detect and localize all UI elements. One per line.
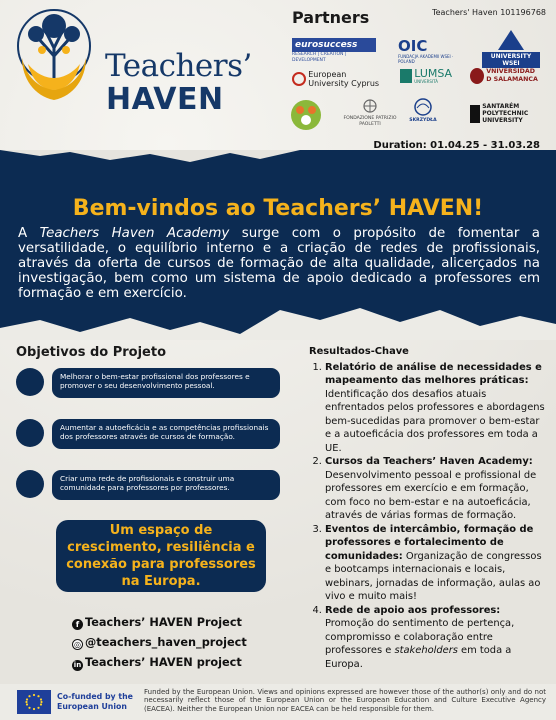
instagram-link[interactable] [72,636,247,650]
objectives-heading: Objetivos do Projeto [16,345,167,360]
linkedin-icon: in [73,661,82,669]
linkedin-link[interactable] [72,656,242,671]
partner-salamanca-logo [470,68,546,84]
result-item [325,523,545,604]
wsei-triangle-icon [498,30,524,50]
objective-bullet-icon [16,419,44,447]
objective-item [16,368,280,398]
partner-name: OIC [398,37,428,55]
objective-bullet-icon [16,470,44,498]
result-item [325,361,545,456]
project-duration: Duration: 01.04.25 - 31.03.28 [373,140,540,151]
family-figures-icon [288,98,324,132]
salamanca-seal-icon [470,68,484,84]
partner-skrzydla-logo [408,98,438,124]
facebook-handle: Teachers’ HAVEN Project [85,616,242,629]
linkedin-handle: Teachers’ HAVEN project [85,656,242,669]
brand-title-line1: Teachers’ [105,48,252,84]
intro-academy-name: Teachers Haven Academy [39,226,230,241]
partner-green-logo [288,98,324,132]
result-item [325,604,545,672]
objective-text: Criar uma rede de profissionais e construir uma comunidade para professores por professores. [52,470,280,500]
partner-eurosuccess-logo [292,38,376,64]
partner-euc-logo [292,70,392,88]
objective-item [16,470,280,500]
objective-item [16,419,280,449]
result-desc-pre: Promoção do sentimento de pertença, compromisso e colaboração entre professores e [325,618,515,656]
partner-name: LUMSA [414,67,453,80]
result-desc-post: em toda a Europa. [325,645,512,670]
partner-tagline: UNIVERSITÀ [414,79,438,84]
slogan-box: Um espaço de crescimento, resiliência e conexão para professores na Europa. [56,520,266,592]
partners-heading: Partners [292,8,370,27]
euc-mark-icon [292,72,306,86]
result-title: Rede de apoio aos professores: [325,604,501,616]
teachers-haven-logo [14,8,94,108]
instagram-handle: @teachers_haven_project [85,636,247,649]
results-section [309,345,545,671]
partner-name: FONDAZIONE PATRIZIO PAOLETTI [343,116,397,127]
partner-name: European University Cyprus [308,70,380,88]
partner-paoletti-logo [340,98,400,127]
eu-flag-icon [17,690,51,714]
lumsa-mark-icon [400,69,412,83]
result-item [325,455,545,523]
cofunded-label: Co-funded by the European Union [57,692,133,711]
partner-name: UNIVERSITY WSEI [482,52,540,68]
partner-name: VNIVERSIDAD D SALAMANCA [486,68,538,83]
facebook-link[interactable] [72,616,242,630]
partner-lumsa-logo [400,68,460,84]
result-title: Eventos de intercâmbio, formação de professores e fortalecimento de comunidades: [325,523,534,562]
objective-text: Aumentar a autoeficácia e as competências profissionais dos professores através de cursos de formação. [52,419,280,449]
welcome-heading: Bem-vindos ao Teachers’ HAVEN! [72,196,484,221]
result-desc: Identificação dos desafios atuais enfrentados pelos professores e abordagens bem-sucedidas para promover o bem-estar e a autoeficácia dos professores em toda a UE. [325,388,545,454]
result-desc: Desenvolvimento pessoal e profissional de professores em exercício e em formação, com foco no bem-estar e na autoeficácia, através de várias formas de formação. [325,469,537,521]
objective-bullet-icon [16,368,44,396]
objective-text: Melhorar o bem-estar profissional dos professores e promover o seu desenvolvimento pessoal. [52,368,280,398]
partner-name: eurosuccess [292,38,376,52]
skrzydla-wings-icon [413,98,433,116]
partner-oic-logo [398,38,468,64]
intro-lead: A [18,226,40,241]
brand-title-line2: HAVEN [106,82,224,117]
project-reference: Teachers' Haven 101196768 [432,8,546,17]
results-list [309,361,545,672]
results-heading: Resultados-Chave [309,346,409,357]
santarem-mark-icon [470,105,480,123]
result-title: Relatório de análise de necessidades e mapeamento das melhores práticas: [325,361,542,386]
facebook-icon: f [72,619,83,630]
disclaimer-text: Funded by the European Union. Views and opinions expressed are however those of the author(s) only and do not necessarily reflect those of the European Union or the European Education and Culture Executive Agency (EACEA). Neither the European Union nor EACEA can be held responsible for them. [144,688,546,713]
partner-tagline: RESEARCH | CREATION | DEVELOPMENT [292,52,347,63]
partner-tagline: FUNDACJA AKADEMII WSEI · POLAND [398,54,454,64]
result-desc: Organização de congressos e bootcamps internacionais e locais, webinars, jornadas de informação, aulas ao vivo e muito mais! [325,550,542,602]
result-title: Cursos da Teachers’ Haven Academy: [325,456,533,467]
intro-paragraph [18,226,540,301]
paoletti-mark-icon [361,98,379,114]
partner-name: SANTARÉM POLYTECHNIC UNIVERSITY [482,103,529,124]
partner-name: SKRZYDŁA [409,118,437,123]
partner-santarem-logo [470,103,546,124]
intro-rest: surge com o propósito de fomentar a versatilidade, o equilíbrio interno e a criação de redes de profissionais, através da oferta de cursos de formação de alta qualidade, alicerçados na investigação, bem como um sistema de apoio dedicado a professores em formação e em exercício. [18,226,540,301]
instagram-icon: ◎ [72,639,83,650]
eu-stars-icon [17,690,51,714]
partner-wsei-logo [482,30,540,68]
result-desc-italic: stakeholders [394,645,458,656]
